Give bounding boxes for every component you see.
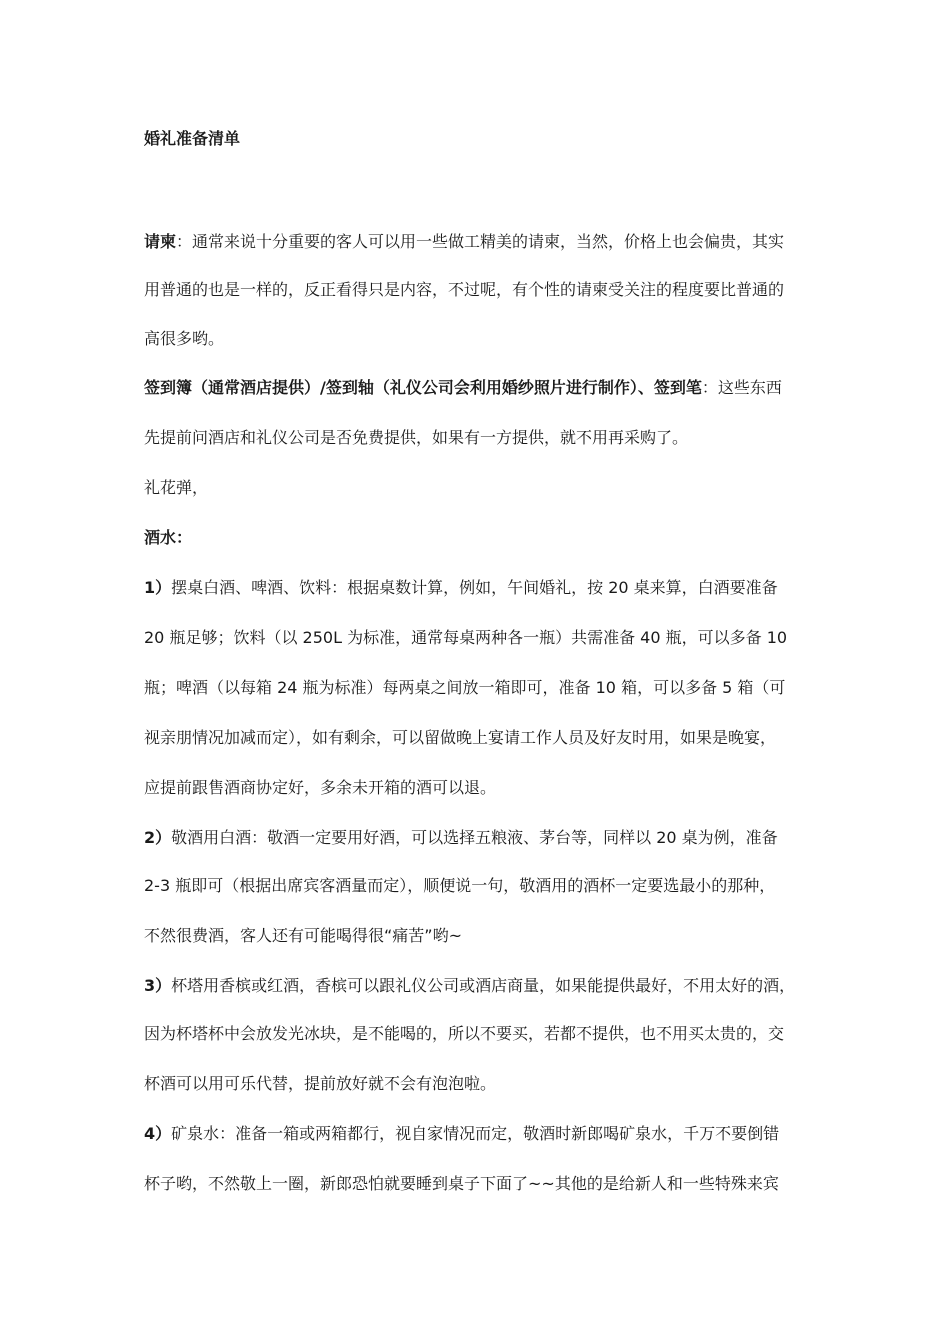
body-line — [144, 230, 784, 254]
body-line — [144, 726, 776, 750]
line-text: 应提前跟售酒商协定好，多余未开箱的酒可以退。 — [144, 778, 497, 797]
line-text: ：通常来说十分重要的客人可以用一些做工精美的请柬，当然，价格上也会偏贵，其实 — [176, 232, 785, 251]
line-text: 先提前问酒店和礼仪公司是否免费提供，如果有一方提供，就不用再采购了。 — [144, 428, 689, 447]
bold-term: 3） — [144, 976, 172, 995]
line-text: 高很多哟。 — [144, 329, 225, 348]
body-line — [144, 826, 778, 850]
line-text: 摆桌白酒、啤酒、饮料：根据桌数计算，例如，午间婚礼，按 20 桌来算，白酒要准备 — [171, 578, 778, 597]
line-text: 敬酒用白酒：敬酒一定要用好酒，可以选择五粮液、茅台等，同样以 20 桌为例，准备 — [171, 828, 778, 847]
body-line — [144, 1122, 779, 1146]
body-line — [144, 576, 778, 600]
bold-term: 签到簿（通常酒店提供）/签到轴（礼仪公司会利用婚纱照片进行制作）、签到笔 — [144, 378, 702, 397]
body-line — [144, 924, 462, 948]
body-line — [144, 1172, 779, 1196]
bold-term: 1） — [144, 578, 172, 597]
body-line — [144, 974, 795, 998]
body-line — [144, 376, 782, 400]
line-text: 20 瓶足够；饮料（以 250L 为标准，通常每桌两种各一瓶）共需准备 40 瓶，可以多备 10 — [144, 628, 788, 647]
line-text: 杯塔用香槟或红酒，香槟可以跟礼仪公司或酒店商量，如果能提供最好，不用太好的酒， — [171, 976, 796, 995]
body-line — [144, 874, 775, 898]
document-title: 婚礼准备清单 — [144, 129, 241, 148]
line-text: 杯子哟，不然敬上一圈，新郎恐怕就要睡到桌子下面了~~其他的是给新人和一些特殊来宾 — [144, 1174, 779, 1193]
line-text: 不然很费酒，客人还有可能喝得很“痛苦”哟~ — [144, 926, 462, 945]
body-line — [144, 278, 784, 302]
body-line — [144, 626, 787, 650]
line-text: 矿泉水：准备一箱或两箱都行，视自家情况而定，敬酒时新郎喝矿泉水，千万不要倒错 — [171, 1124, 780, 1143]
line-text: 2-3 瓶即可（根据出席宾客酒量而定），顺便说一句，敬酒用的酒杯一定要选最小的那种， — [144, 876, 776, 895]
body-line — [144, 526, 192, 550]
body-line — [144, 1022, 784, 1046]
body-line — [144, 476, 208, 500]
body-line — [144, 426, 688, 450]
bold-term: 酒水： — [144, 528, 193, 547]
line-text: 用普通的也是一样的，反正看得只是内容，不过呢，有个性的请柬受关注的程度要比普通的 — [144, 280, 785, 299]
body-line — [144, 676, 785, 700]
line-text: 杯酒可以用可乐代替，提前放好就不会有泡泡啦。 — [144, 1074, 497, 1093]
bold-term: 4） — [144, 1124, 172, 1143]
bold-term: 2） — [144, 828, 172, 847]
body-line — [144, 327, 224, 351]
bold-term: 请柬 — [144, 232, 177, 251]
line-text: 礼花弹， — [144, 478, 209, 497]
body-line — [144, 776, 496, 800]
line-text: ：这些东西 — [701, 378, 782, 397]
body-line — [144, 1072, 496, 1096]
line-text: 因为杯塔杯中会放发光冰块，是不能喝的，所以不要买，若都不提供，也不用买太贵的，交 — [144, 1024, 785, 1043]
line-text: 瓶；啤酒（以每箱 24 瓶为标准）每两桌之间放一箱即可，准备 10 箱，可以多备 5 箱（可 — [144, 678, 786, 697]
line-text: 视亲朋情况加减而定），如有剩余，可以留做晚上宴请工作人员及好友时用，如果是晚宴， — [144, 728, 777, 747]
